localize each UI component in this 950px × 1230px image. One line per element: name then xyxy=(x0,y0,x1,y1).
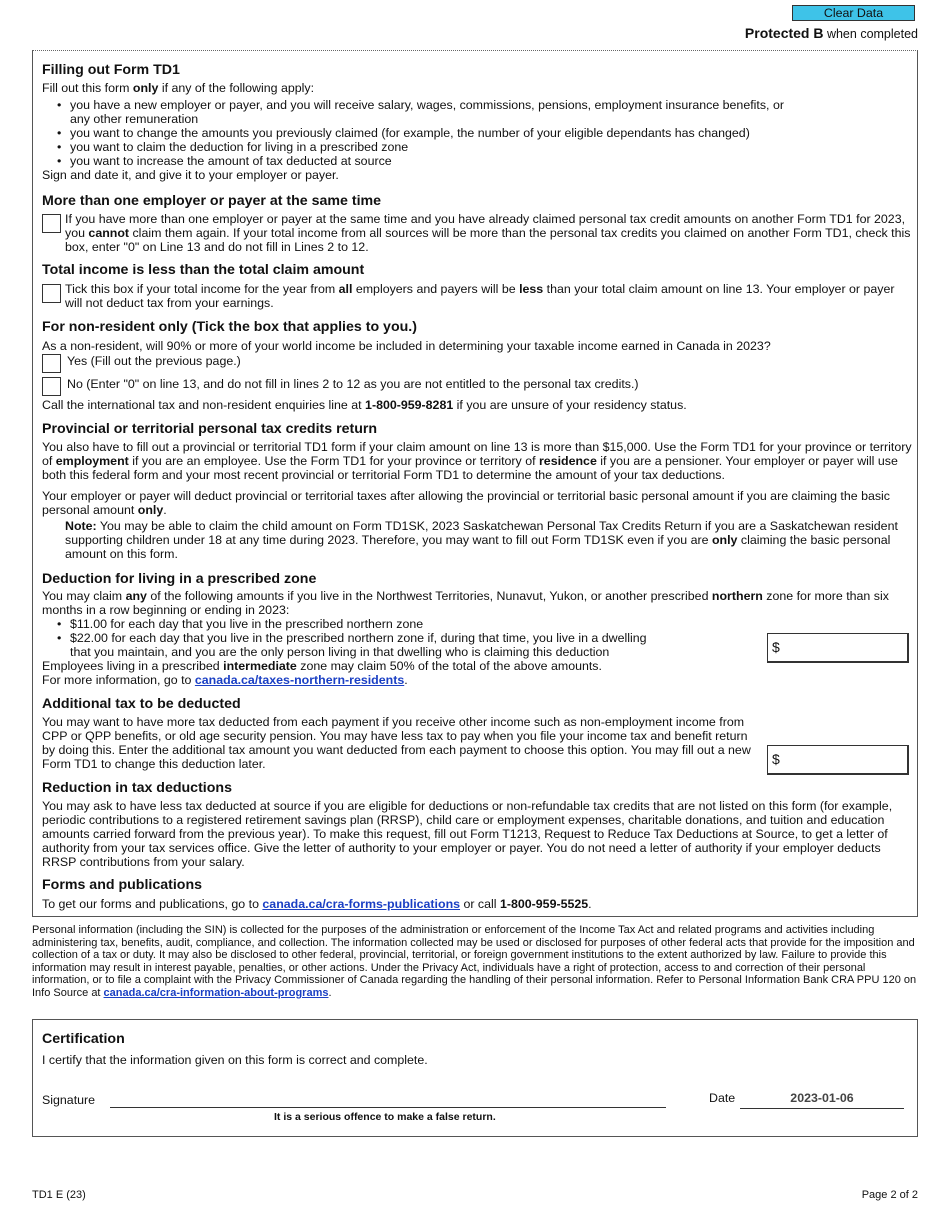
non-resident-no-checkbox[interactable] xyxy=(42,377,61,396)
list-item: • you want to change the amounts you previously claimed (for example, the number of your eligible dependants has changed) xyxy=(42,126,802,140)
section-filling-out xyxy=(42,62,912,182)
protected-b-label xyxy=(745,26,918,41)
section-text: Employees living in a prescribed intermediate zone may claim 50% of the total of the above amounts. xyxy=(42,659,602,673)
signature-line[interactable] xyxy=(110,1107,666,1108)
section-title: For non-resident only (Tick the box that applies to you.) xyxy=(42,319,417,335)
section-title: More than one employer or payer at the same time xyxy=(42,193,382,209)
currency-symbol: $ xyxy=(772,751,780,767)
section-text: To get our forms and publications, go to canada.ca/cra-forms-publications or call 1-800-959-5525. xyxy=(42,897,592,911)
protected-rest: when completed xyxy=(823,27,918,41)
list-item: • you want to claim the deduction for living in a prescribed zone xyxy=(42,140,802,154)
section-text: As a non-resident, will 90% or more of your world income be included in determining your taxable income earned in Canada in 2023? xyxy=(42,339,771,353)
privacy-statement: Personal information (including the SIN) is collected for the purposes of the administration or enforcement of the Income Tax Act and related programs and activities including administering tax, benefits, audit, compliance, and collection. The information collected may be used or disclosed for purposes of other federal acts that provide for the imposition and collection of a tax or duty. It may also be disclosed to other federal, provincial, territorial, or foreign government institutions to the extent authorized by law. Failure to provide this information may result in interest payable, penalties, or other actions. Under the Privacy Act, individuals have a right of protection, access to and correction of their personal information, or to file a complaint with the Privacy Commissioner of Canada regarding the handling of their personal information. Refer to Personal Information Bank CRA PPU 120 on Info Source at canada.ca/cra-information-about-programs. xyxy=(32,924,917,999)
note-text: Note: You may be able to claim the child amount on Form TD1SK, 2023 Saskatchewan Personal Tax Credits Return if you are a Saskatchewan resident supporting children under 18 at any time during 2023. Therefore, you may want to fill out Form TD1SK even if you are only claiming the basic personal amount on this form. xyxy=(65,519,898,561)
section-text: Your employer or payer will deduct provincial or territorial taxes after allowing the provincial or territorial basic personal amount if you are claiming the basic personal amount only. xyxy=(42,489,891,517)
list-item: • $22.00 for each day that you live in the prescribed northern zone if, during that time, you live in a dwelling that you maintain, and you are the only person living in that dwelling who is claiming this deduction xyxy=(42,631,662,659)
section-text: Tick this box if your total income for the year from all employers and payers will be less than your total claim amount on line 13. Your employer or payer will not deduct tax from your earnings. xyxy=(65,282,895,310)
section-text: If you have more than one employer or payer at the same time and you have already claimed personal tax credit amounts on another Form TD1 for 2023, you cannot claim them again. If your total income from all sources will be more than the personal tax credits you claimed on another Form TD1, check this box, enter "0" on Line 13 and do not fill in Lines 2 to 12. xyxy=(65,212,911,254)
section-title: Provincial or territorial personal tax credits return xyxy=(42,421,378,437)
list-item: • you have a new employer or payer, and you will receive salary, wages, commissions, pensions, employment insurance benefits, or any other remuneration xyxy=(42,98,802,126)
option-label: No (Enter "0" on line 13, and do not fill in lines 2 to 12 as you are not entitled to the personal tax credits.) xyxy=(67,377,639,391)
section-text: Fill out this form only if any of the following apply: xyxy=(42,81,315,95)
section-title: Total income is less than the total claim amount xyxy=(42,262,365,278)
signature-label: Signature xyxy=(42,1093,96,1107)
section-text: Call the international tax and non-resident enquiries line at 1-800-959-8281 if you are unsure of your residency status. xyxy=(42,398,687,412)
currency-symbol: $ xyxy=(772,639,780,655)
section-text: Sign and date it, and give it to your employer or payer. xyxy=(42,168,339,182)
date-label: Date xyxy=(709,1091,736,1105)
income-less-checkbox[interactable] xyxy=(42,284,61,303)
info-about-programs-link[interactable]: canada.ca/cra-information-about-programs xyxy=(103,986,329,999)
section-title: Deduction for living in a prescribed zone xyxy=(42,571,317,587)
section-text: You may ask to have less tax deducted at source if you are eligible for deductions or non-refundable tax credits that are not listed on this form (for example, periodic contributions to a registered retirement savings plan (RRSP), child care or employment expenses, charitable donations, and tuition and education amounts carried forward from the previous year). To make this request, fill out Form T1213, Request to Reduce Tax Deductions at Source, to get a letter of authority from your tax services office. Give the letter of authority to your employer or payer. You do not need a letter of authority if your employer deducts RRSP contributions from your salary. xyxy=(42,799,893,869)
false-return-warning: It is a serious offence to make a false return. xyxy=(274,1111,496,1123)
certification-title: Certification xyxy=(42,1031,125,1047)
section-text: You may want to have more tax deducted from each payment if you receive other income such as non-employment income from CPP or QPP benefits, or old age security pension. You may have less tax to pay when you file your income tax and benefit return by doing this. Enter the additional tax amount you want deducted from each payment to choose this option. You may fill out a new Form TD1 to change this deduction later. xyxy=(42,715,751,771)
more-than-one-employer-checkbox[interactable] xyxy=(42,214,61,233)
bullet-list xyxy=(42,617,662,659)
section-text: You also have to fill out a provincial or territorial TD1 form if your claim amount on line 13 is more than $15,000. Use the Form TD1 for your province or territory of employment if you are an employee. Use the Form TD1 for your province or territory of residence if you are a pensioner. Your employer or payer will use both this federal form and your most recent provincial or territorial Form TD1 to determine the amount of your tax deductions. xyxy=(42,440,912,482)
clear-data-button[interactable]: Clear Data xyxy=(792,5,915,21)
section-text: You may claim any of the following amounts if you live in the Northwest Territories, Nunavut, Yukon, or another prescribed northern zone for more than six months in a row beginning or ending in 2023: xyxy=(42,589,889,617)
section-title: Additional tax to be deducted xyxy=(42,696,241,712)
certification-statement: I certify that the information given on this form is correct and complete. xyxy=(42,1053,428,1067)
list-item: • you want to increase the amount of tax deducted at source xyxy=(42,154,802,168)
additional-tax-amount-field[interactable] xyxy=(767,745,909,775)
forms-publications-link[interactable]: canada.ca/cra-forms-publications xyxy=(262,897,461,911)
prescribed-zone-amount-field[interactable] xyxy=(767,633,909,663)
bullet-list xyxy=(42,98,802,168)
northern-residents-link[interactable]: canada.ca/taxes-northern-residents xyxy=(194,673,405,687)
list-item: • $11.00 for each day that you live in the prescribed northern zone xyxy=(42,617,662,631)
section-text: For more information, go to canada.ca/taxes-northern-residents. xyxy=(42,673,408,687)
date-field[interactable]: 2023-01-06 xyxy=(740,1091,904,1109)
section-title: Filling out Form TD1 xyxy=(42,62,180,78)
section-title: Reduction in tax deductions xyxy=(42,780,232,796)
protected-bold: Protected B xyxy=(744,25,824,41)
non-resident-yes-checkbox[interactable] xyxy=(42,354,61,373)
option-label: Yes (Fill out the previous page.) xyxy=(67,354,241,368)
page-number: Page 2 of 2 xyxy=(861,1189,918,1201)
section-title: Forms and publications xyxy=(42,877,203,893)
form-id: TD1 E (23) xyxy=(32,1189,86,1201)
